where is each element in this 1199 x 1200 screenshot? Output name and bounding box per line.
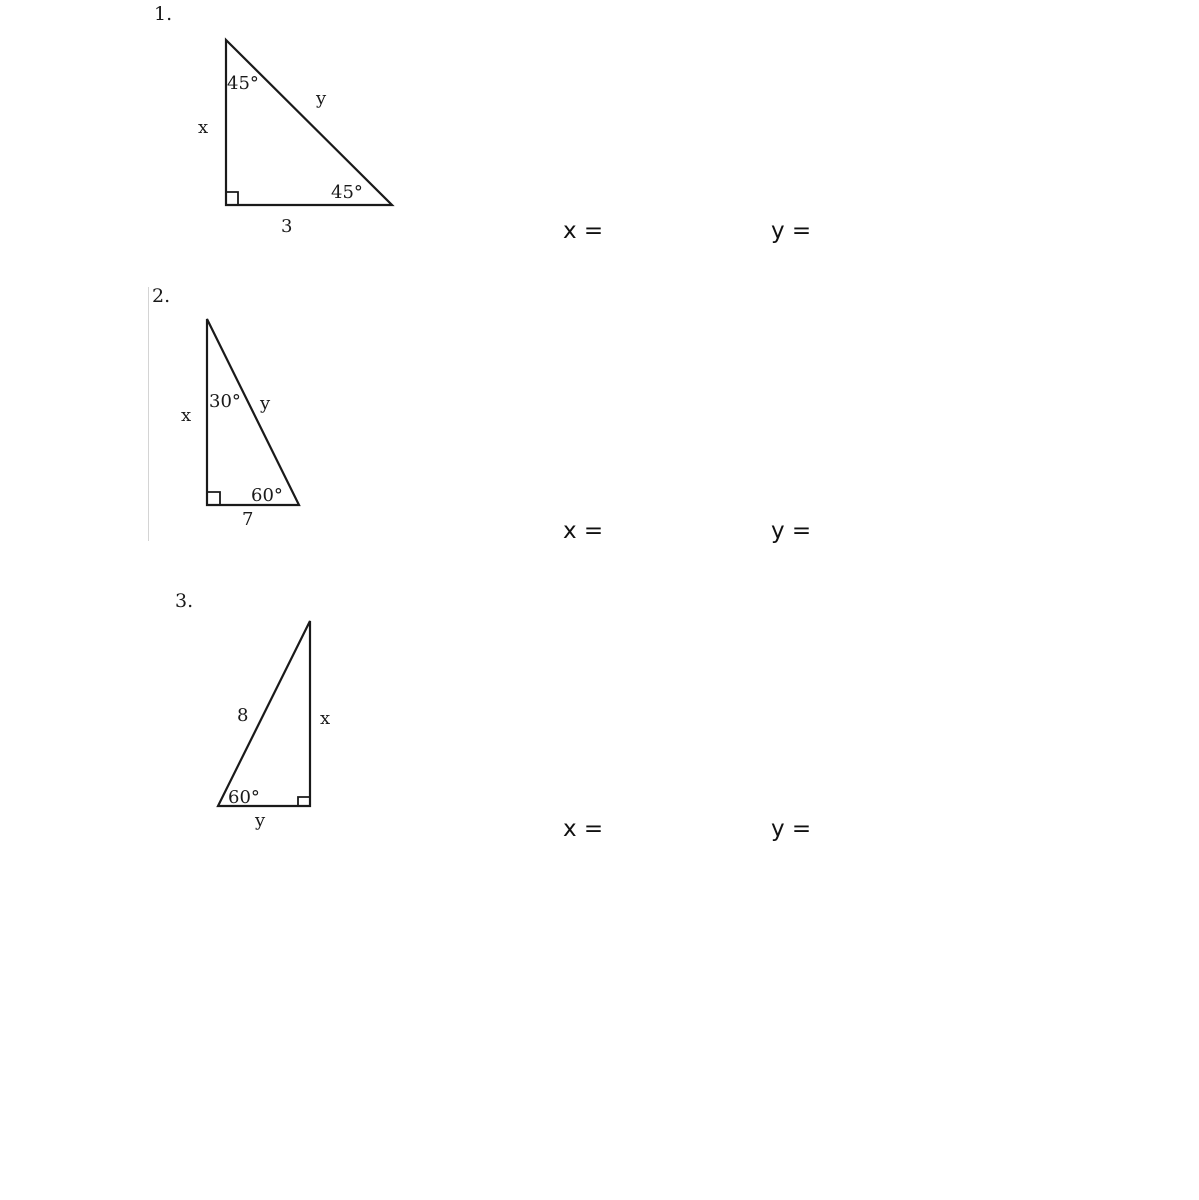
side-label-base: 7 [242,509,254,530]
angle-label-bottom: 60° [251,485,283,506]
answer-x-label: x = [563,518,604,544]
side-label-base: y [255,810,266,831]
angle-label-bottom: 45° [331,182,363,203]
answer-x-label: x = [563,816,604,842]
answer-y-label: y = [771,218,812,244]
side-label-hypotenuse: y [316,88,327,109]
answer-y-label: y = [771,518,812,544]
angle-label-top: 30° [209,391,241,412]
angle-label-top: 45° [227,73,259,94]
side-label-left: x [198,117,209,138]
side-label-left: x [181,405,192,426]
triangle-3 [218,621,310,806]
side-label-hypotenuse: 8 [237,705,249,726]
problem-number: 2. [152,285,171,307]
problem-number: 3. [175,590,194,612]
side-label-right: x [320,708,331,729]
side-label-hypotenuse: y [260,393,271,414]
right-angle-mark [298,797,310,806]
answer-x-label: x = [563,218,604,244]
answer-y-label: y = [771,816,812,842]
problem-number: 1. [154,3,173,25]
side-label-base: 3 [281,216,293,237]
angle-label-bottom: 60° [228,787,260,808]
